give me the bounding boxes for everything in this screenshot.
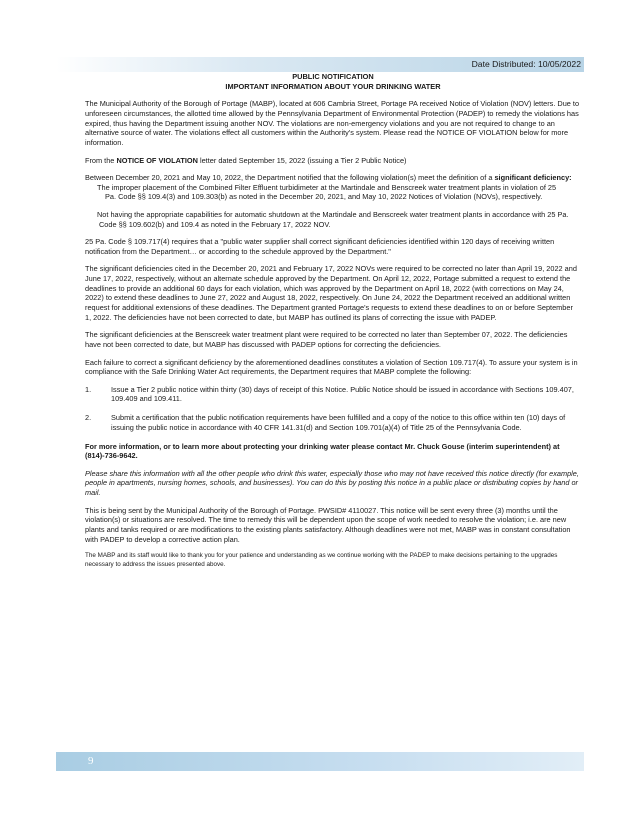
- deficiency-2: Not having the appropriate capabilities for automatic shutdown at the Martindale and Benscreek water treatment plants in accordance with 25 Pa. Code §§ 109.602(b) and 109.4 as noted in the February 17, 2022 NOV.: [97, 209, 569, 229]
- footer-band: [56, 752, 584, 771]
- deficiency-1: The improper placement of the Combined Filter Effluent turbidimeter at the Martindale and Benscreek water treatment plants in violation of 25 Pa. Code §§ 109.4(3) and 109.303(b) as noted in the December 20, 2021, and May 10, 2022 Notices of Violation (NOVs), respectively.: [97, 182, 557, 202]
- requirement-number: 2.: [85, 413, 92, 423]
- requirement-item: [85, 385, 581, 404]
- between-text: Between December 20, 2021 and May 10, 2022, the Department notified that the following violation(s) meet the definition of a: [85, 173, 495, 182]
- notice-body: [85, 72, 581, 578]
- from-paragraph: [85, 156, 581, 166]
- thanks-paragraph: The MABP and its staff would like to thank you for your patience and understanding as we continue working with the PADEP to make decisions pertaining to the upgrades necessary to address the issues presented above.: [85, 552, 558, 569]
- requirement-text: Submit a certification that the public notification requirements have been fulfilled and a copy of the notice to this office within ten (10) days of issuing the public notice in accordance with 40 CFR 141.31(d) and Section 109.701(a)(4) of Title 25 of the Pennsylvania Code.: [111, 413, 566, 432]
- intro-paragraph: The Municipal Authority of the Borough of Portage (MABP), located at 606 Cambria Street, Portage PA received Notice of Violation (NOV) letters. Due to unforeseen circumstances, the allotted time allowed by the Pennsylvania Department of Environmental Protection (PADEP) to remedy the violations has expired, thus having the Department issuing another NOV. The violations are non-emergency violations and you are not required to change to an alternative source of water. The violations effect all customers within the Authority's system. Please read the NOTICE OF VIOLATION below for more information.: [85, 99, 580, 147]
- page-number: 9: [88, 755, 94, 767]
- contact-paragraph: For more information, or to learn more about protecting your drinking water please contact Mr. Chuck Gouse (interim superintendent) at (814)-736-9642.: [85, 441, 560, 461]
- requirement-item: [85, 413, 581, 432]
- requirements-list: [85, 385, 581, 433]
- code-quote-paragraph: 25 Pa. Code § 109.717(4) requires that a "public water supplier shall correct significant deficiencies identified within 120 days of receiving written notification from the Department… or according to the schedule approved by the Department.": [85, 237, 555, 256]
- title-line-1: PUBLIC NOTIFICATION: [292, 72, 374, 81]
- notice-title: [85, 72, 581, 91]
- nov-label: NOTICE OF VIOLATION: [116, 155, 198, 165]
- title-line-2: IMPORTANT INFORMATION ABOUT YOUR DRINKING WATER: [225, 81, 441, 91]
- date-distributed: Date Distributed: 10/05/2022: [471, 59, 581, 69]
- between-paragraph: [85, 173, 581, 183]
- from-suffix: letter dated September 15, 2022 (issuing a Tier 2 Public Notice): [197, 155, 407, 165]
- requirement-text: Issue a Tier 2 public notice within thirty (30) days of receipt of this Notice. Public Notice should be issued in accordance with Sections 109.407, 109.409 and 109.411.: [111, 384, 574, 404]
- benscreek-paragraph: The significant deficiencies at the Benscreek water treatment plant were required to be corrected no later than September 07, 2022. The deficiencies have not been corrected to date, but MABP has discussed with PADEP options for correcting the deficiencies.: [85, 330, 568, 350]
- significant-deficiency-label: significant deficiency:: [494, 173, 572, 182]
- requirement-number: 1.: [85, 384, 92, 394]
- share-paragraph: Please share this information with all the other people who drink this water, especially those who may not have received this notice directly (for example, people in apartments, nursing homes, schools, and businesses). You can do this by posting this notice in a public place or distributing copies by hand or mail.: [85, 468, 579, 498]
- from-prefix: From the: [85, 155, 117, 165]
- each-failure-paragraph: Each failure to correct a significant deficiency by the aforementioned deadlines constitutes a violation of Section 109.717(4). To assure your system is in compliance with the Safe Drinking Water Act requirements, the Department requires that MABP complete the following:: [85, 357, 578, 377]
- sent-by-paragraph: This is being sent by the Municipal Authority of the Borough of Portage. PWSID# 4110027. This notice will be sent every three (3) months until the violation(s) or situations are resolved. The time to remedy this will be dependent upon the scope of work needed to resolve the violation; i.e. are new plants and tanks required or are modifications to the existing plants satisfactory. Although deadlines were not met, MABP was in constant consultation with PADEP to develop a corrective action plan.: [85, 505, 571, 544]
- cited-deficiencies-paragraph: The significant deficiencies cited in the December 20, 2021 and February 17, 2022 NOVs were required to be corrected no later than April 19, 2022 and June 17, 2022, respectively, without an alternate schedule approved by the Department. On April 12, 2022, Portage submitted a request to extend the deadlines to provide an additional 60 days for each violation, which was approved by the Department on April 18, 2022 (with corrections on May 24, 2022) to extend these deadlines to June 27, 2022 and August 18, 2022, respectively. On June 24, 2022 the Department received an additional written request for additional extensions of these deadlines. The Department granted Portage's requests to extend these deadlines to on or before September 1, 2022. The deficiencies have not been corrected to date, but MABP has outlined its plans of correcting the issue with PADEP.: [85, 264, 577, 322]
